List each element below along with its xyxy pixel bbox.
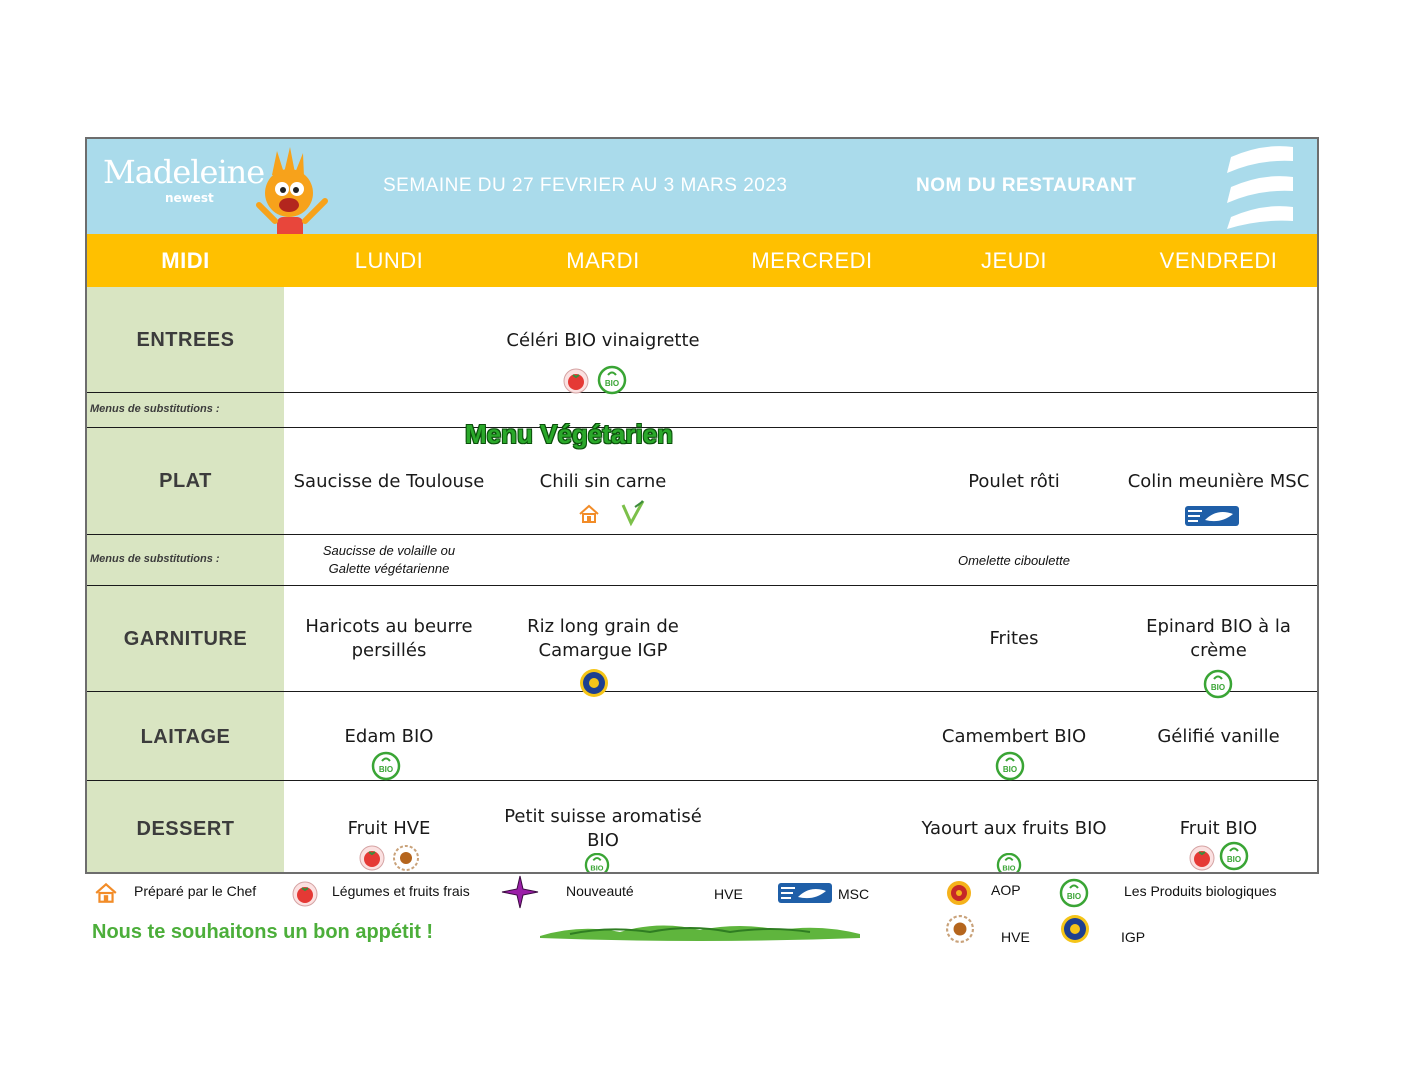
fresh-produce-icon bbox=[292, 881, 318, 907]
bio-badge-icon bbox=[371, 751, 401, 781]
svg-text:BIO: BIO bbox=[1002, 765, 1018, 774]
salad-leaves-icon bbox=[540, 918, 860, 942]
dessert-mardi-line2: BIO bbox=[587, 830, 619, 851]
menu-item-plat-jeudi: Poulet rôti bbox=[968, 471, 1060, 492]
menu-item-laitage-jeudi: Camembert BIO bbox=[941, 726, 1087, 747]
substitution-label: Menus de substitutions : bbox=[90, 553, 220, 565]
day-lundi: LUNDI bbox=[354, 248, 424, 273]
menu-item-plat-lundi: Saucisse de Toulouse bbox=[293, 471, 485, 492]
menu-item-dessert-lundi: Fruit HVE bbox=[347, 818, 431, 839]
divider bbox=[87, 585, 1319, 586]
row-label-plat: PLAT bbox=[159, 470, 212, 492]
chef-house-icon bbox=[578, 504, 600, 524]
vegetarian-menu-title: Menu Végétarien bbox=[465, 419, 674, 449]
garniture-vendredi-line1: Epinard BIO à la bbox=[1146, 616, 1291, 637]
days-band bbox=[87, 234, 1317, 287]
row-label-laitage: LAITAGE bbox=[140, 726, 231, 748]
divider bbox=[87, 534, 1319, 535]
bio-badge-icon bbox=[1203, 669, 1233, 699]
svg-text:BIO: BIO bbox=[604, 379, 620, 388]
logo-subtext: newest bbox=[165, 191, 214, 205]
row-label-dessert: DESSERT bbox=[136, 818, 235, 840]
svg-text:BIO: BIO bbox=[1002, 863, 1016, 873]
menu-item-plat-vendredi: Colin meunière MSC bbox=[1127, 471, 1310, 492]
menu-item-dessert-vendredi: Fruit BIO bbox=[1179, 818, 1258, 839]
menu-item-dessert-jeudi: Yaourt aux fruits BIO bbox=[921, 818, 1107, 839]
bon-appetit-message: Nous te souhaitons un bon appétit ! bbox=[92, 921, 434, 943]
svg-text:BIO: BIO bbox=[1210, 683, 1226, 692]
menu-item-entree-mardi: Céléri BIO vinaigrette bbox=[506, 330, 700, 351]
header-band bbox=[87, 139, 1317, 234]
row-labels-column bbox=[87, 287, 284, 874]
divider bbox=[87, 780, 1319, 781]
svg-text:BIO: BIO bbox=[590, 863, 604, 873]
svg-text:BIO: BIO bbox=[378, 765, 394, 774]
svg-text:BIO: BIO bbox=[1226, 855, 1242, 864]
divider bbox=[87, 691, 1319, 692]
msc-label-icon bbox=[1185, 506, 1239, 526]
substitution-lundi-line2: Galette végétarienne bbox=[328, 561, 450, 576]
bio-badge-icon bbox=[583, 853, 611, 874]
garniture-vendredi-line2: crème bbox=[1190, 640, 1247, 661]
aop-label-icon bbox=[946, 880, 972, 906]
garniture-lundi-line1: Haricots au beurre bbox=[305, 616, 473, 637]
hve-label-icon bbox=[393, 845, 419, 871]
legend-aop: AOP bbox=[991, 882, 1021, 898]
menu-item-garniture-mardi bbox=[494, 615, 712, 663]
dessert-mardi-line1: Petit suisse aromatisé bbox=[504, 806, 702, 827]
legend-hve: HVE bbox=[714, 886, 743, 902]
row-label-entrees: ENTREES bbox=[136, 329, 235, 351]
substitution-lundi bbox=[284, 542, 494, 578]
igp-label-icon bbox=[1060, 914, 1090, 944]
fresh-produce-icon bbox=[359, 845, 385, 871]
legend-hve-2: HVE bbox=[1001, 929, 1030, 945]
msc-label-icon bbox=[778, 883, 832, 903]
garniture-mardi-line1: Riz long grain de bbox=[527, 616, 679, 637]
new-star-icon bbox=[500, 874, 540, 910]
fresh-produce-icon bbox=[1189, 845, 1215, 871]
divider bbox=[87, 392, 1319, 393]
igp-label-icon bbox=[579, 668, 609, 698]
row-label-garniture: GARNITURE bbox=[123, 628, 248, 650]
legend-msc: MSC bbox=[838, 886, 870, 902]
vegetarian-v-icon bbox=[620, 499, 646, 527]
bio-badge-icon bbox=[1059, 878, 1089, 908]
menu-item-garniture-lundi bbox=[284, 615, 494, 663]
bio-badge-icon bbox=[995, 853, 1023, 874]
bio-badge-icon bbox=[995, 751, 1025, 781]
day-jeudi: JEUDI bbox=[980, 248, 1048, 273]
legend-chef: Préparé par le Chef bbox=[134, 883, 257, 899]
svg-text:BIO: BIO bbox=[1066, 892, 1082, 901]
week-title: SEMAINE DU 27 FEVRIER AU 3 MARS 2023 bbox=[383, 175, 788, 196]
divider bbox=[87, 427, 1319, 428]
menu-item-laitage-lundi: Edam BIO bbox=[344, 726, 434, 747]
substitution-jeudi: Omelette ciboulette bbox=[957, 553, 1070, 568]
chef-house-icon bbox=[94, 882, 118, 904]
menu-item-plat-mardi: Chili sin carne bbox=[539, 471, 667, 492]
legend-bio: Les Produits biologiques bbox=[1124, 883, 1277, 899]
fresh-produce-icon bbox=[563, 368, 589, 394]
bio-badge-icon bbox=[597, 365, 627, 395]
menu-item-garniture-jeudi: Frites bbox=[989, 628, 1039, 649]
menu-sheet bbox=[85, 137, 1319, 874]
brand-logo-icon bbox=[1223, 143, 1295, 229]
day-midi: MIDI bbox=[161, 248, 210, 273]
menu-item-garniture-vendredi bbox=[1116, 615, 1319, 663]
legend-new: Nouveauté bbox=[566, 883, 634, 899]
day-mercredi: MERCREDI bbox=[751, 248, 873, 273]
garniture-mardi-line2: Camargue IGP bbox=[538, 640, 668, 661]
menu-item-dessert-mardi bbox=[494, 805, 712, 853]
menu-item-laitage-vendredi: Gélifié vanille bbox=[1157, 726, 1280, 747]
restaurant-name: NOM DU RESTAURANT bbox=[916, 175, 1137, 196]
day-mardi: MARDI bbox=[566, 248, 640, 273]
hve-label-icon bbox=[946, 915, 974, 943]
bio-badge-icon bbox=[1219, 841, 1249, 871]
legend-fresh: Légumes et fruits frais bbox=[332, 883, 470, 899]
garniture-lundi-line2: persillés bbox=[351, 640, 427, 661]
day-vendredi: VENDREDI bbox=[1159, 248, 1278, 273]
legend-igp: IGP bbox=[1121, 929, 1146, 945]
logo-text: Madeleine bbox=[103, 153, 265, 191]
substitution-label: Menus de substitutions : bbox=[90, 403, 220, 415]
substitution-lundi-line1: Saucisse de volaille ou bbox=[322, 543, 456, 558]
